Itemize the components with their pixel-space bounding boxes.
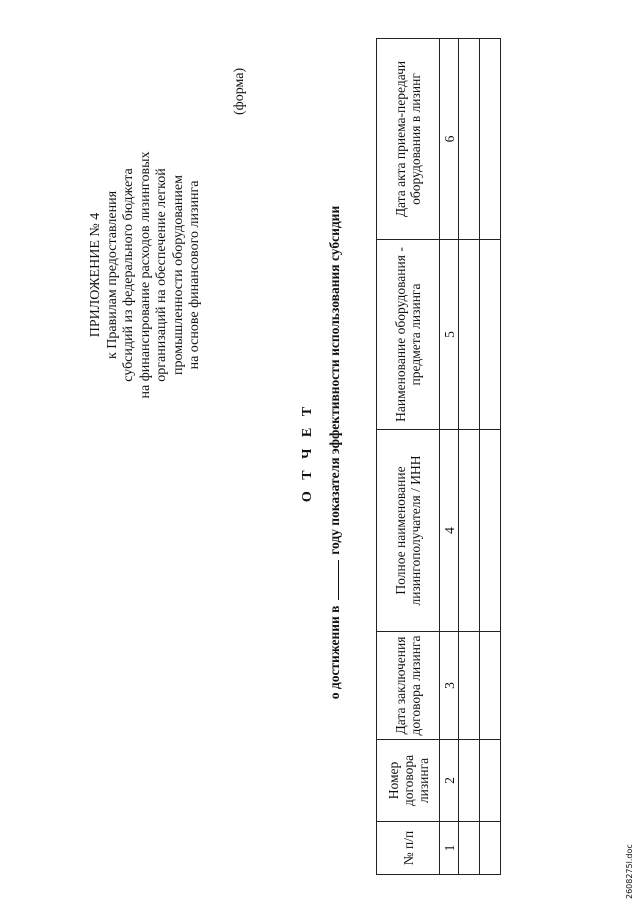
- report-subtitle: [327, 0, 343, 905]
- table-cell: [459, 632, 480, 740]
- table-cell: [459, 430, 480, 632]
- column-number-row: [440, 39, 459, 875]
- table-cell: [480, 632, 501, 740]
- report-title: О Т Ч Е Т: [300, 402, 315, 503]
- subtitle-prefix: о достижении в: [327, 605, 342, 700]
- document-code: 2608275l.doc: [625, 844, 634, 899]
- table-cell: [459, 822, 480, 875]
- table-cell: [459, 240, 480, 430]
- appendix-line: ПРИЛОЖЕНИЕ № 4: [88, 212, 103, 338]
- appendix-line: на финансирование расходов лизинговых: [137, 151, 153, 399]
- column-number: 2: [440, 740, 459, 822]
- report-table: [376, 38, 501, 875]
- column-number: 3: [440, 632, 459, 740]
- column-header: Наименование оборудования - предмета лизинга: [377, 240, 440, 430]
- column-header: Номер договора лизинга: [377, 740, 440, 822]
- column-header: Дата акта приема-передачи оборудования в лизинг: [377, 39, 440, 240]
- header-row: [377, 39, 440, 875]
- table-cell: [459, 740, 480, 822]
- table-cell: [480, 822, 501, 875]
- year-blank-line: [327, 560, 339, 600]
- table-cell: [480, 39, 501, 240]
- table-cell: [480, 740, 501, 822]
- table-cell: [480, 430, 501, 632]
- column-number: 5: [440, 240, 459, 430]
- column-number: 1: [440, 822, 459, 875]
- subtitle-suffix: году показателя эффективности использования субсидии: [327, 205, 342, 555]
- table-cell: [480, 240, 501, 430]
- appendix-line: на основе финансового лизинга: [187, 180, 202, 370]
- appendix-line: организаций на обеспечение легкой: [154, 168, 169, 382]
- appendix-header: [88, 125, 204, 425]
- column-number: 6: [440, 39, 459, 240]
- table-row: [459, 39, 480, 875]
- table-row: [480, 39, 501, 875]
- column-header: Полное наименование лизингополучателя / ИНН: [377, 430, 440, 632]
- column-header: № п/п: [377, 822, 440, 875]
- appendix-line: субсидий из федерального бюджета: [121, 168, 136, 382]
- appendix-line: промышленности оборудованием: [170, 175, 186, 376]
- appendix-line: к Правилам предоставления: [104, 190, 120, 360]
- column-header: Дата заключения договора лизинга: [377, 632, 440, 740]
- table-cell: [459, 39, 480, 240]
- form-label: (форма): [232, 67, 247, 115]
- column-number: 4: [440, 430, 459, 632]
